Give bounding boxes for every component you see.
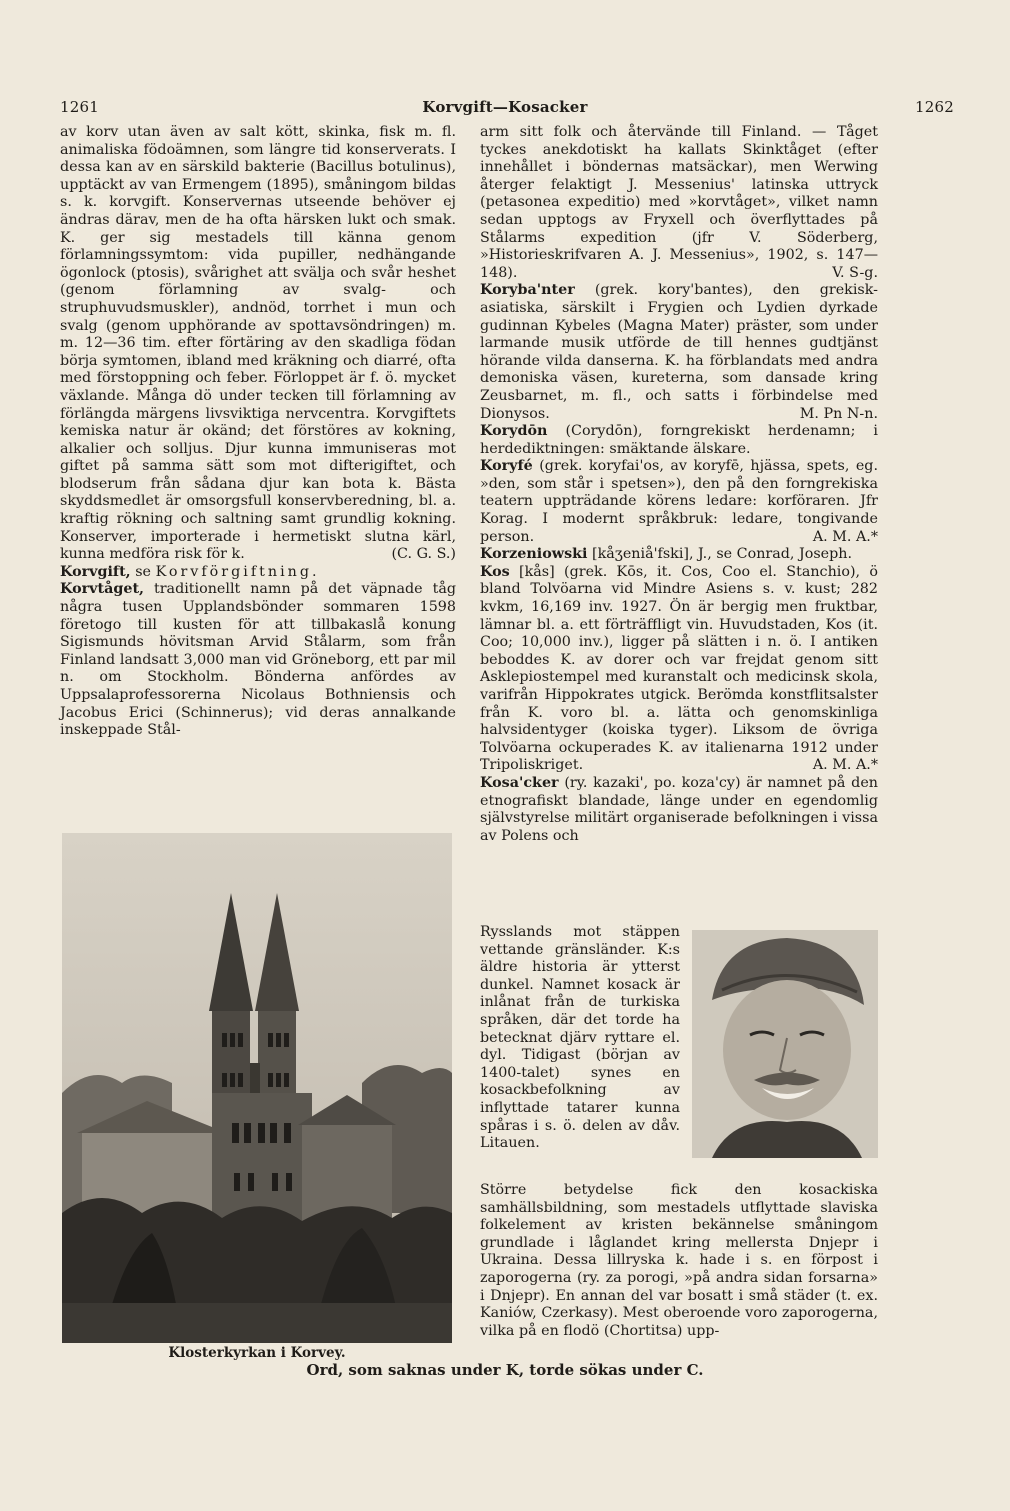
- kosacker-narrow-text: Rysslands mot stäppen vettande gränsländer. K:s äldre historia är ytterst dunkel. Namnet kosack är inlånat från de turkiska språken, där det torde ha betecknat djärv ryttare el. dyl. Tidigast (början av 1400-talet) synes en kosackbefolkning av inflyttade tatarer kunna spåras i s. ö. delen av dåv. Litauen.: [480, 924, 680, 1152]
- headword-korvgift: Korvgift,: [60, 563, 131, 580]
- korvgift-text: av korv utan även av salt kött, skinka, fisk m. fl. animaliska födoämnen, som längre tid konserverats. I dessa kan av en särskild bakterie (Bacillus botulinus), upptäckt av van Ermengem (1895), småningom bildas s. k. korvgift. Konservernas utseende behöver ej ändras därav, men de ha ofta härsken lukt och smak. K. ger sig mestadels till känna genom förlamningssymtom: vida pupiller, nedhängande ögonlock (ptosis), svårighet att svälja och svår heshet (genom förlamning av svalg- och struphuvudsmuskler), andnöd, torrhet i mun och svalg (genom upphörande av spottavsöndringen) m. m. 12—36 tim. efter förtäring av den skadliga födan börja symtomen, ibland med kräkning och diarré, ofta med förstoppning och feber. Förloppet är f. ö. mycket växlande. Många dö under tecken till förlamning av förlängda märgens livsviktiga nervcentra. Korvgiftets kemiska natur är okänd; det förstöres av kokning, alkalier och solljus. Djur kunna immuniseras mot giftet på samma sätt som mot difterigiftet, och blodserum från sådana djur kan bota k. Bästa skyddsmedlet är omsorgsfull konservberedning, bl. a. kraftig rökning och saltning samt grundlig kokning. Konserver, importerade i hermetiskt slutna kärl, kunna medföra risk för k.: [60, 124, 456, 563]
- kosacker-wide-text: Större betydelse fick den kosackiska samhällsbildning, som mestadels utflyttade slaviska folkelement av kristen bekännelse småningom grundlade i låglandet kring mellersta Dnjepr i Ukraina. Dessa lillryska k. hade i s. en förpost i zaporogerna (ry. za porogi, »på andra sidan forsarna» i Dnjepr). En annan del var bosatt i små städer (t. ex. Kaniów, Czerkasy). Mest oberoende voro zaporogerna, vilka på en flodö (Chortitsa) upp-: [480, 1182, 878, 1339]
- entry-korvgift: [60, 564, 456, 582]
- korvtaget-continuation: [480, 124, 878, 282]
- signature-ama-1: A. M. A.*: [812, 528, 878, 545]
- korvtaget-cont-text: arm sitt folk och återvände till Finland. — Tåget tyckes anekdotiskt ha kallats Skinktåget (efter innehållet i böndernas matsäckar), men Werwing återger felaktigt J. Messenius' latinska uttryck (petasonea expeditio) med »korvtåget», vilket namn sedan upptogs av Fryxell och överflyttades på Stålarms expedition (jfr V. Söderberg, »Historieskrifvaren A. J. Messenius», 1902, s. 147—148).: [480, 124, 878, 281]
- entry-korybanter-text: (grek. kory'bantes), den grekisk-asiatiska, särskilt i Frygien och Lydien dyrkade gudinnan Kybeles (Magna Mater) präster, som under larmande musik utförde de till hennes gudtjänst hörande vilda danserna. K. ha förblandats med andra demoniska väsen, kureterna, som dansade kring Zeusbarnet, m. fl., och satts i förbindelse med Dionysos.: [480, 282, 878, 422]
- church-photo: [62, 833, 452, 1343]
- cossack-portrait-illustration: [692, 930, 878, 1158]
- entry-korydon-text: (Corydōn), forngrekiskt herdenamn; i herdediktningen: smäktande älskare.: [480, 423, 879, 457]
- church-photo-caption: Klosterkyrkan i Korvey.: [168, 1345, 346, 1361]
- running-head-title: Korvgift—Kosacker: [422, 98, 588, 116]
- entry-kos-text: [kås] (grek. Kōs, it. Cos, Coo el. Stanchio), ö bland Tolvöarna vid Mindre Asiens s. v. kust; 282 kvkm, 16,169 inv. 1927. Ön är bergig men fruktbar, lämnar bl. a. ett förträffligt vin. Huvudstaden, Kos (it. Coo; 10,000 inv.), ligger på slätten i n. ö. I antiken beboddes K. av dorer och var frejdat genom sitt Asklepiostempel med kuranstalt och medicinsk skola, varifrån Hippokrates utgick. Berömda konstflitsalster från K. voro bl. a. lätta och genomskinliga halvsidentyger (koiska tyger). Liksom de övriga Tolvöarna ockuperades K. av italienarna 1912 under Tripoliskriget.: [480, 563, 878, 774]
- entry-korzeniowski-text: [kåʒeniå'fski], J., se Conrad, Joseph.: [592, 546, 853, 563]
- footer-note: Ord, som saknas under K, torde sökas under C.: [306, 1361, 704, 1379]
- signature-mpnn: M. Pn N-n.: [799, 405, 878, 422]
- entry-kosacker: [480, 775, 878, 845]
- crossref-korvforgiftning[interactable]: Korvförgiftning.: [155, 563, 320, 580]
- headword-korzeniowski: Korzeniowski: [480, 546, 588, 563]
- headword-korydon: Korydōn: [480, 423, 548, 440]
- right-column: [480, 124, 878, 845]
- entry-korvtaget: [60, 581, 456, 739]
- entry-koryfe: [480, 458, 878, 546]
- left-column: [60, 124, 456, 740]
- korvgift-continuation: [60, 124, 456, 564]
- entry-korzeniowski: [480, 546, 878, 564]
- entry-kos: [480, 564, 878, 775]
- signature-vsg: V. S-g.: [832, 264, 878, 281]
- headword-koryfe: Koryfé: [480, 458, 533, 475]
- left-page-number: 1261: [60, 98, 99, 116]
- cossack-portrait: [692, 930, 878, 1158]
- signature-cgs: (C. G. S.): [391, 546, 456, 563]
- headword-korybanter: Koryba'nter: [480, 282, 575, 299]
- entry-kosacker-text: (ry. kazaki', po. koza'cy) är namnet på den etnografiskt blandade, länge under en egendomlig självstyrelse militärt organiserade befolkningen i vissa av Polens och: [480, 774, 878, 844]
- headword-kosacker: Kosa'cker: [480, 774, 559, 791]
- signature-ama-2: A. M. A.*: [812, 757, 878, 774]
- entry-korydon: [480, 423, 878, 458]
- headword-kos: Kos: [480, 563, 510, 580]
- church-photo-illustration: [62, 833, 452, 1343]
- entry-korvtaget-text: traditionellt namn på det väpnade tåg några tusen Upplandsbönder sommaren 1598 företogo till kusten för att tillbakaslå konung Sigismunds hövitsman Arvid Stålarm, som från Finland landsatt 3,000 man vid Gröneborg, ett par mil n. om Stockholm. Bönderna anfördes av Uppsalaprofessorerna Nicolaus Bothniensis och Jacobus Erici (Schinnerus); vid deras annalkande inskeppade Stål-: [60, 581, 456, 739]
- right-page-number: 1262: [915, 98, 954, 116]
- entry-korvgift-text: se: [135, 563, 152, 580]
- headword-korvtaget: Korvtåget,: [60, 581, 145, 598]
- entry-koryfe-text: (grek. koryfai'os, av koryfē, hjässa, spets, eg. »den, som står i spetsen»), den på den forngrekiska teatern uppträdande körens ledare: korföraren. Jfr Korag. I modernt språkbruk: ledare, tongivande person.: [480, 458, 878, 545]
- entry-korybanter: [480, 282, 878, 423]
